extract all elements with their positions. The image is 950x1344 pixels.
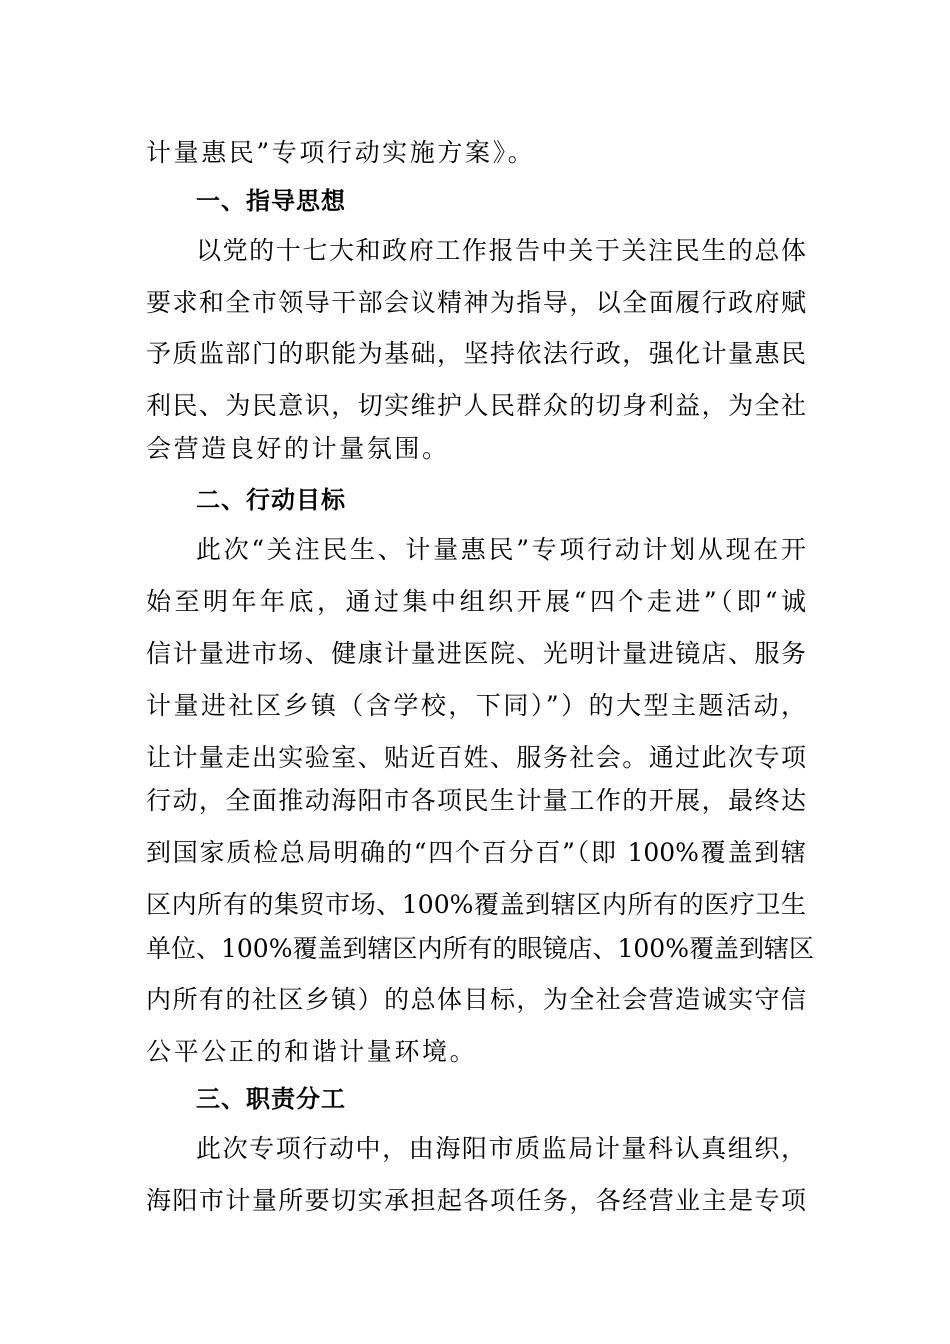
- paragraph-line: 始至明年年底，通过集中组织开展“四个走进”（即“诚: [146, 587, 806, 616]
- section-heading-guiding-ideology: 一、指导思想: [196, 187, 346, 215]
- paragraph-line: 要求和全市领导干部会议精神为指导，以全面履行政府赋: [146, 288, 806, 317]
- paragraph-line: 以党的十七大和政府工作报告中关于关注民生的总体: [196, 236, 806, 265]
- paragraph-line: 单位、100%覆盖到辖区内所有的眼镜店、100%覆盖到辖区: [146, 934, 814, 963]
- paragraph-line: 让计量走出实验室、贴近百姓、服务社会。通过此次专项: [146, 743, 806, 772]
- paragraph-line: 行动，全面推动海阳市各项民生计量工作的开展，最终达: [146, 786, 806, 815]
- section-heading-action-goals: 二、行动目标: [196, 486, 346, 514]
- paragraph-line: 信计量进市场、健康计量进医院、光明计量进镜店、服务: [146, 639, 806, 668]
- paragraph-line: 利民、为民意识，切实维护人民群众的切身利益，为全社: [146, 391, 806, 420]
- paragraph-line: 区内所有的集贸市场、100%覆盖到辖区内所有的医疗卫生: [146, 890, 806, 919]
- paragraph-line: 到国家质检总局明确的“四个百分百”（即 100%覆盖到辖: [146, 838, 806, 867]
- paragraph-line: 此次专项行动中，由海阳市质监局计量科认真组织，: [196, 1134, 806, 1163]
- paragraph-line: 此次“关注民生、计量惠民”专项行动计划从现在开: [196, 535, 806, 564]
- paragraph-line: 海阳市计量所要切实承担起各项任务，各经营业主是专项: [146, 1186, 806, 1215]
- section-heading-responsibilities: 三、职责分工: [196, 1085, 346, 1113]
- paragraph-line: 公平公正的和谐计量环境。: [146, 1037, 478, 1066]
- paragraph-line: 予质监部门的职能为基础，坚持依法行政，强化计量惠民: [146, 339, 806, 368]
- paragraph-line: 计量进社区乡镇（含学校，下同）”）的大型主题活动，: [146, 691, 806, 720]
- paragraph-line: 内所有的社区乡镇）的总体目标，为全社会营造诚实守信: [146, 985, 806, 1014]
- paragraph-line: 会营造良好的计量氛围。: [146, 434, 450, 463]
- intro-tail-line: 计量惠民”专项行动实施方案》。: [146, 138, 536, 167]
